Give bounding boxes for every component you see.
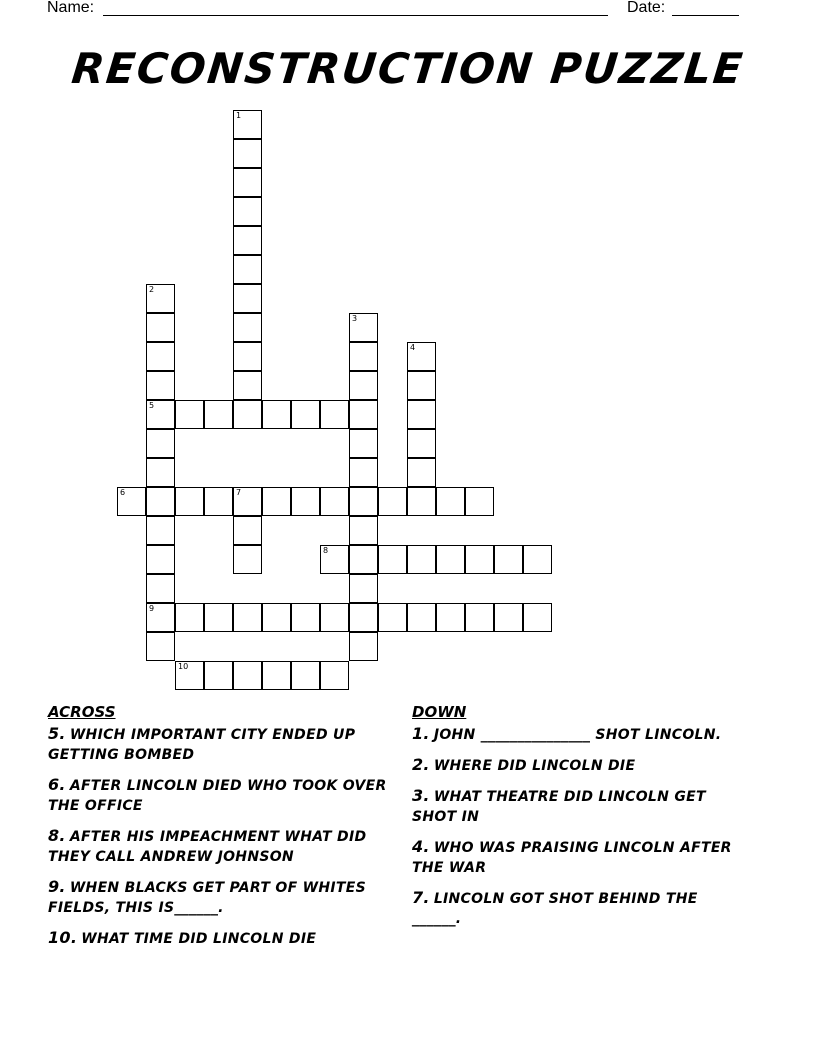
down-clue-4 xyxy=(412,837,752,878)
grid-cell[interactable] xyxy=(233,371,262,400)
grid-cell[interactable] xyxy=(349,429,378,458)
clue-number-label: 6 xyxy=(120,488,126,497)
grid-cell[interactable] xyxy=(175,603,204,632)
grid-cell[interactable] xyxy=(465,545,494,574)
grid-cell[interactable] xyxy=(146,632,175,661)
grid-cell[interactable] xyxy=(233,313,262,342)
grid-cell[interactable] xyxy=(146,429,175,458)
across-clue-10 xyxy=(48,928,388,949)
grid-cell[interactable] xyxy=(204,487,233,516)
grid-cell[interactable] xyxy=(233,226,262,255)
grid-cell[interactable] xyxy=(291,487,320,516)
grid-cell[interactable] xyxy=(407,342,436,371)
grid-cell[interactable] xyxy=(407,429,436,458)
grid-cell[interactable] xyxy=(262,661,291,690)
puzzle-title: RECONSTRUCTION PUZZLE xyxy=(69,44,747,93)
grid-cell[interactable] xyxy=(233,110,262,139)
grid-cell[interactable] xyxy=(233,400,262,429)
grid-cell[interactable] xyxy=(349,458,378,487)
clue-number: 4. xyxy=(412,837,430,856)
clue-number-label: 3 xyxy=(352,314,358,323)
clue-text: AFTER HIS IMPEACHMENT WHAT DID THEY CALL ANDREW JOHNSON xyxy=(48,829,367,865)
grid-cell[interactable] xyxy=(349,400,378,429)
clue-text: LINCOLN GOT SHOT BEHIND THE ______. xyxy=(412,891,698,927)
grid-cell[interactable] xyxy=(378,487,407,516)
grid-cell[interactable] xyxy=(407,400,436,429)
grid-cell[interactable] xyxy=(523,603,552,632)
grid-cell[interactable] xyxy=(146,516,175,545)
grid-cell[interactable] xyxy=(233,139,262,168)
grid-cell[interactable] xyxy=(407,545,436,574)
across-clue-5 xyxy=(48,724,388,765)
clue-text: WHEN BLACKS GET PART OF WHITES FIELDS, THIS IS______. xyxy=(48,880,366,916)
grid-cell[interactable] xyxy=(262,400,291,429)
clue-text: AFTER LINCOLN DIED WHO TOOK OVER THE OFFICE xyxy=(48,778,387,814)
clue-number: 6. xyxy=(48,775,66,794)
name-label: Name: xyxy=(47,0,95,16)
grid-cell[interactable] xyxy=(233,197,262,226)
clue-number-label: 5 xyxy=(149,401,155,410)
grid-cell[interactable] xyxy=(349,632,378,661)
across-clue-9 xyxy=(48,877,388,918)
date-label: Date: xyxy=(627,0,666,16)
clue-number-label: 10 xyxy=(178,662,189,671)
grid-cell[interactable] xyxy=(320,661,349,690)
across-clue-8 xyxy=(48,826,388,867)
grid-cell[interactable] xyxy=(523,545,552,574)
clue-number: 8. xyxy=(48,826,66,845)
grid-cell[interactable] xyxy=(146,284,175,313)
grid-cell[interactable] xyxy=(291,603,320,632)
grid-cell[interactable] xyxy=(320,603,349,632)
grid-cell[interactable] xyxy=(233,516,262,545)
grid-cell[interactable] xyxy=(175,400,204,429)
grid-cell[interactable] xyxy=(320,545,349,574)
grid-cell[interactable] xyxy=(146,342,175,371)
grid-cell[interactable] xyxy=(436,545,465,574)
grid-cell[interactable] xyxy=(378,603,407,632)
grid-cell[interactable] xyxy=(204,661,233,690)
clue-number: 1. xyxy=(412,724,430,743)
grid-cell[interactable] xyxy=(349,545,378,574)
grid-cell[interactable] xyxy=(233,284,262,313)
clue-number-label: 2 xyxy=(149,285,155,294)
grid-cell[interactable] xyxy=(349,516,378,545)
across-clues xyxy=(48,702,388,959)
grid-cell[interactable] xyxy=(320,487,349,516)
down-clue-7 xyxy=(412,888,752,929)
grid-cell[interactable] xyxy=(146,371,175,400)
grid-cell[interactable] xyxy=(291,661,320,690)
grid-cell[interactable] xyxy=(407,458,436,487)
grid-cell[interactable] xyxy=(233,545,262,574)
grid-cell[interactable] xyxy=(146,545,175,574)
clue-number-label: 1 xyxy=(236,111,242,120)
clue-text: WHAT THEATRE DID LINCOLN GET SHOT IN xyxy=(412,789,706,825)
grid-cell[interactable] xyxy=(349,342,378,371)
grid-cell[interactable] xyxy=(233,255,262,284)
clue-number: 7. xyxy=(412,888,430,907)
grid-cell[interactable] xyxy=(291,400,320,429)
grid-cell[interactable] xyxy=(407,371,436,400)
clue-text: WHO WAS PRAISING LINCOLN AFTER THE WAR xyxy=(412,840,732,876)
clue-number-label: 4 xyxy=(410,343,416,352)
grid-cell[interactable] xyxy=(146,487,175,516)
clue-text: WHAT TIME DID LINCOLN DIE xyxy=(81,931,317,947)
grid-cell[interactable] xyxy=(204,400,233,429)
down-clues xyxy=(412,702,752,939)
grid-cell[interactable] xyxy=(494,603,523,632)
grid-cell[interactable] xyxy=(233,661,262,690)
clue-text: JOHN _______________ SHOT LINCOLN. xyxy=(433,727,722,743)
clue-number: 5. xyxy=(48,724,66,743)
clue-number-label: 9 xyxy=(149,604,155,613)
grid-cell[interactable] xyxy=(407,603,436,632)
grid-cell[interactable] xyxy=(117,487,146,516)
grid-cell[interactable] xyxy=(378,545,407,574)
clue-number-label: 8 xyxy=(323,546,329,555)
clue-text: WHERE DID LINCOLN DIE xyxy=(433,758,636,774)
across-heading: ACROSS xyxy=(48,703,116,721)
down-clue-3 xyxy=(412,786,752,827)
clue-number: 9. xyxy=(48,877,66,896)
grid-cell[interactable] xyxy=(204,603,233,632)
grid-cell[interactable] xyxy=(349,574,378,603)
grid-cell[interactable] xyxy=(349,371,378,400)
grid-cell[interactable] xyxy=(465,603,494,632)
across-clue-6 xyxy=(48,775,388,816)
down-clue-1 xyxy=(412,724,752,745)
grid-cell[interactable] xyxy=(436,487,465,516)
down-heading: DOWN xyxy=(412,703,467,721)
grid-cell[interactable] xyxy=(233,487,262,516)
grid-cell[interactable] xyxy=(146,313,175,342)
grid-cell[interactable] xyxy=(146,574,175,603)
grid-cell[interactable] xyxy=(175,487,204,516)
grid-cell[interactable] xyxy=(349,313,378,342)
grid-cell[interactable] xyxy=(349,603,378,632)
clue-number: 3. xyxy=(412,786,430,805)
grid-cell[interactable] xyxy=(262,603,291,632)
down-clue-2 xyxy=(412,755,752,776)
clue-text: WHICH IMPORTANT CITY ENDED UP GETTING BOMBED xyxy=(48,727,356,763)
grid-cell[interactable] xyxy=(146,603,175,632)
clue-number: 10. xyxy=(48,928,78,947)
grid-cell[interactable] xyxy=(146,458,175,487)
grid-cell[interactable] xyxy=(436,603,465,632)
clue-number: 2. xyxy=(412,755,430,774)
grid-cell[interactable] xyxy=(233,603,262,632)
grid-cell[interactable] xyxy=(233,168,262,197)
grid-cell[interactable] xyxy=(407,487,436,516)
grid-cell[interactable] xyxy=(349,487,378,516)
grid-cell[interactable] xyxy=(320,400,349,429)
grid-cell[interactable] xyxy=(465,487,494,516)
clue-number-label: 7 xyxy=(236,488,242,497)
grid-cell[interactable] xyxy=(175,661,204,690)
grid-cell[interactable] xyxy=(146,400,175,429)
grid-cell[interactable] xyxy=(233,342,262,371)
grid-cell[interactable] xyxy=(494,545,523,574)
grid-cell[interactable] xyxy=(262,487,291,516)
